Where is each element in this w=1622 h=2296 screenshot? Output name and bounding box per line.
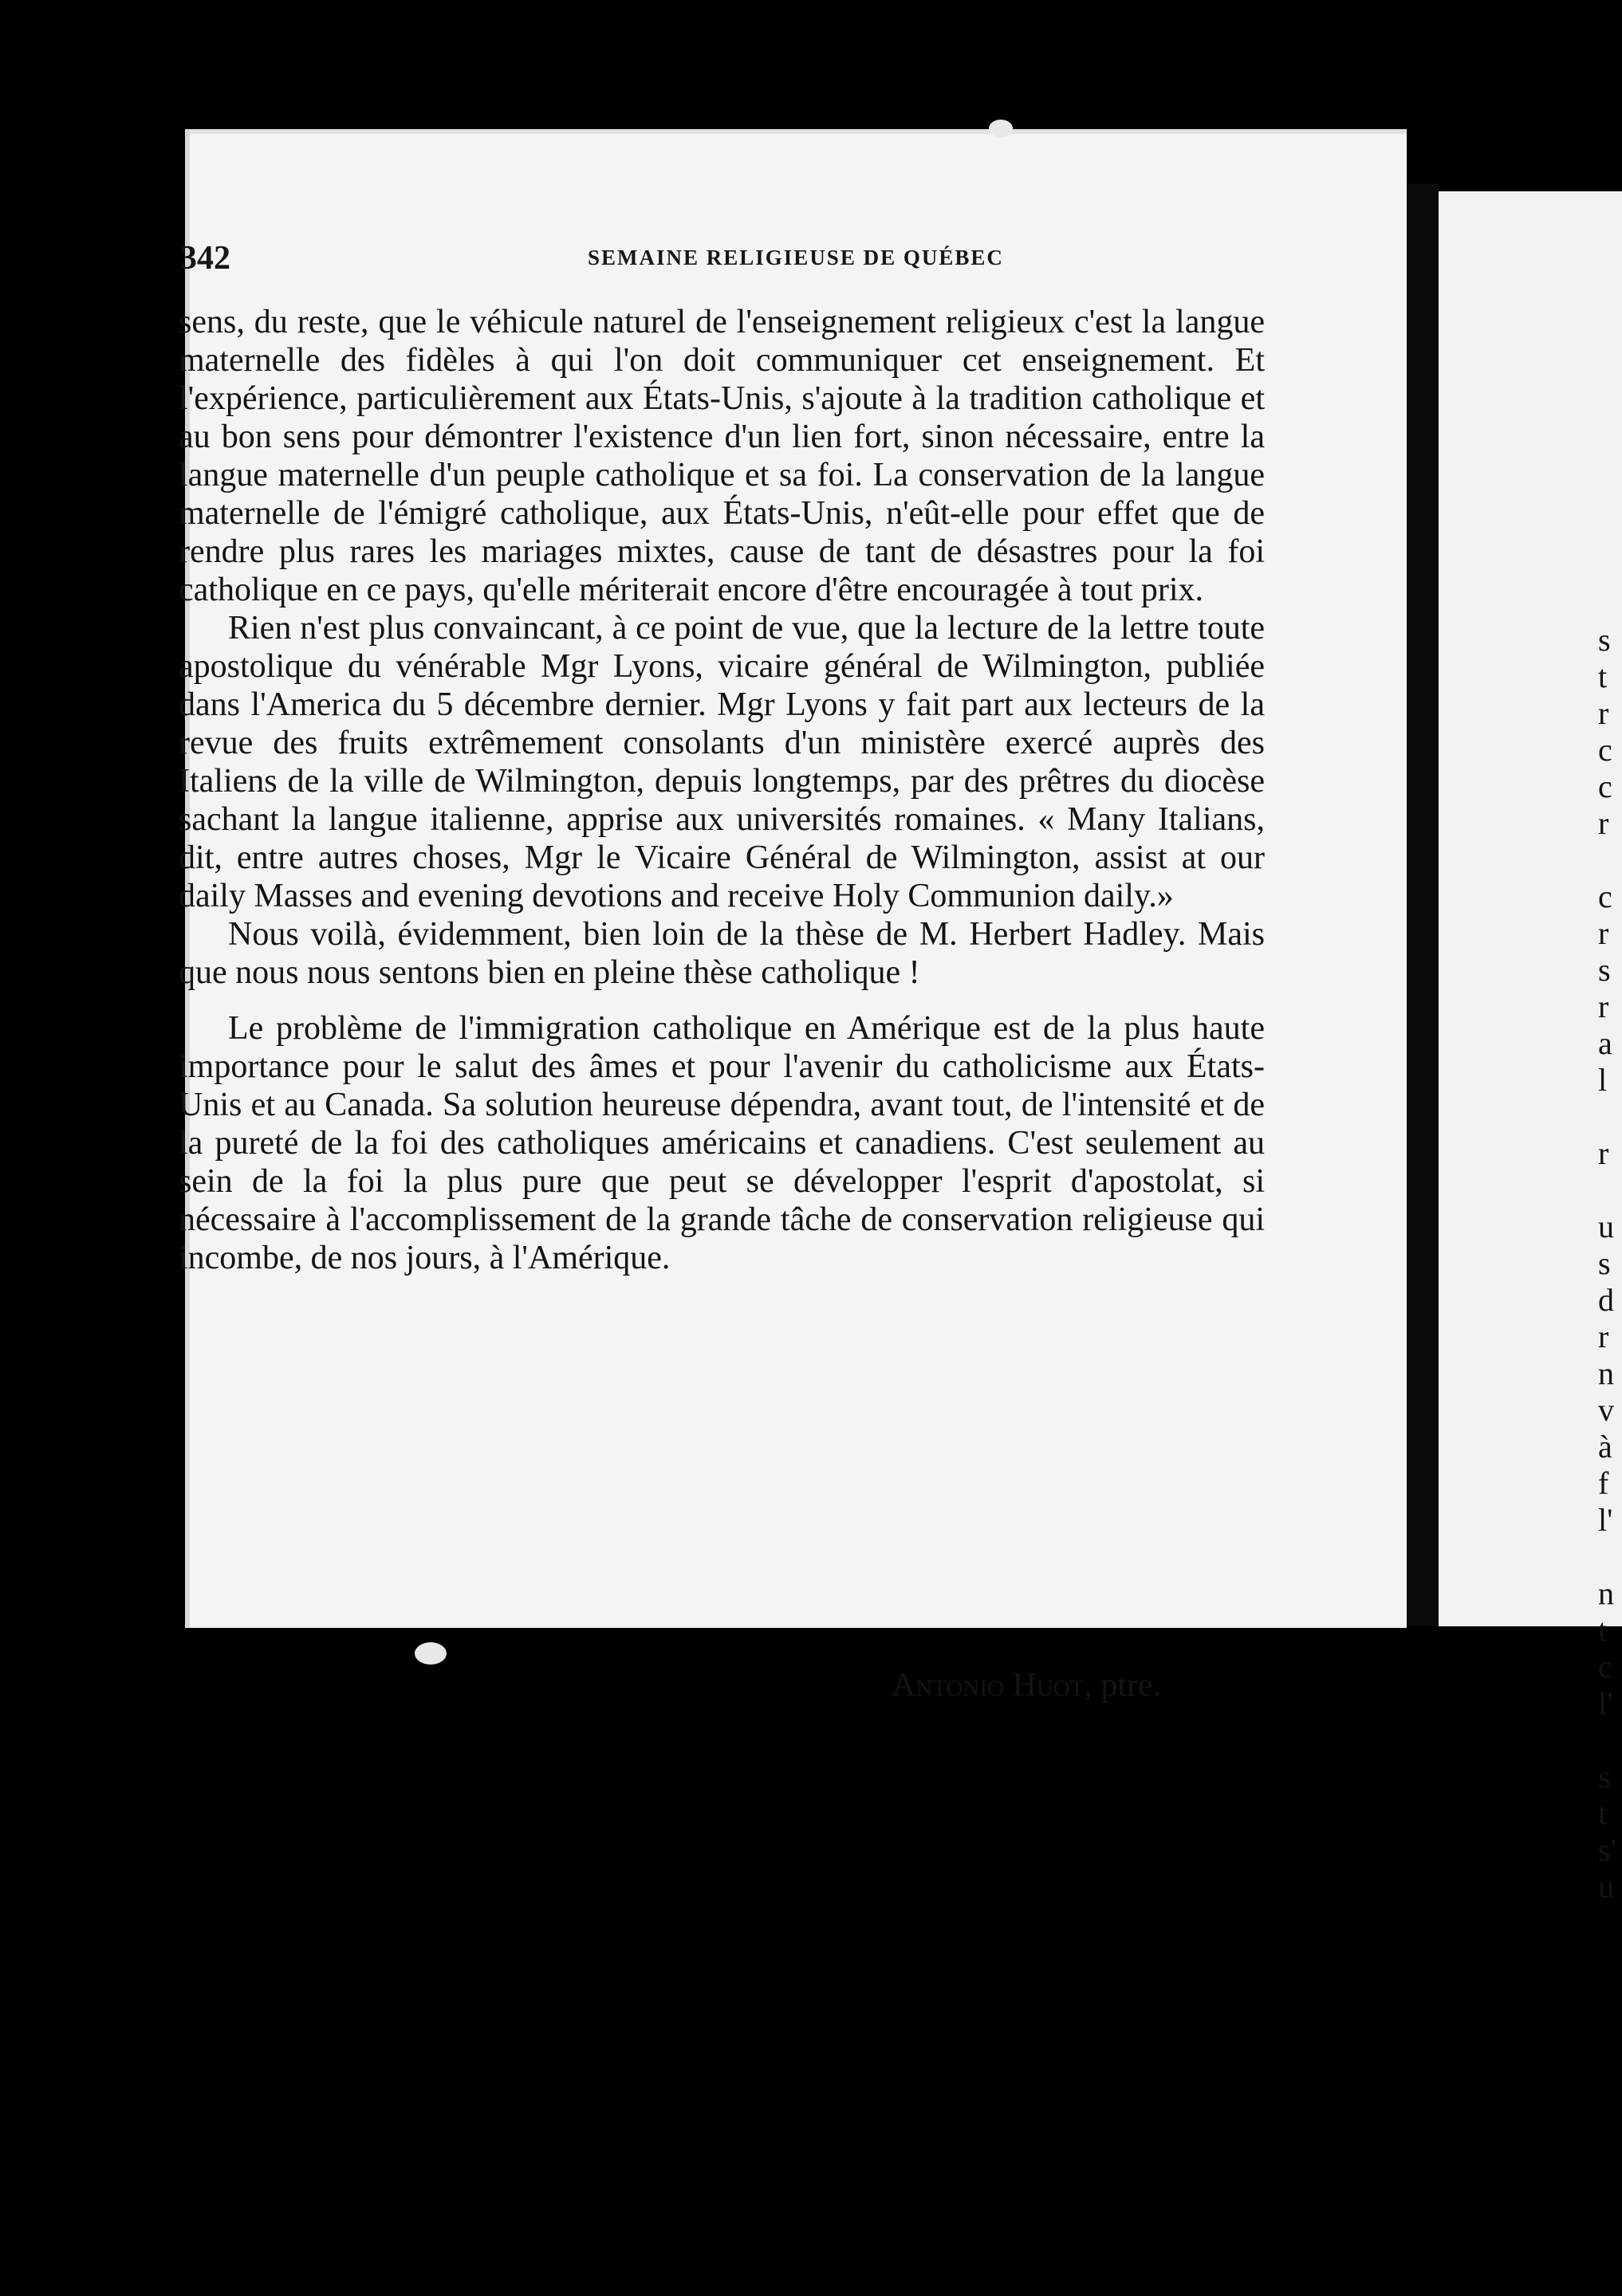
facing-page xyxy=(1439,191,1622,1626)
dust-speck xyxy=(415,1642,447,1665)
page-number: 342 xyxy=(180,240,230,277)
dust-speck xyxy=(989,120,1013,137)
book-gutter xyxy=(1407,183,1439,1626)
author-title: ptre. xyxy=(1092,1667,1162,1704)
author-signature xyxy=(892,1666,1161,1704)
page-header xyxy=(180,239,1265,287)
article-body xyxy=(179,303,1265,1277)
author-name: Antonio Huot, xyxy=(892,1667,1092,1704)
facing-page-edge-text: s t r c c r c r s r a l r u s d r n v à f l' n t c l' s t s' u xyxy=(1598,622,1616,1905)
paragraph: sens, du reste, que le véhicule naturel de l'enseignement religieux c'est la langue maternelle des fidèles à qui l'on doit communiquer cet enseignement. Et l'expérience, particulièrement aux États-Unis, s'ajoute à la tradition catholique et au bon sens pour démontrer l'existence d'un lien fort, sinon nécessaire, entre la langue maternelle d'un peuple catholique et sa foi. La conservation de la langue maternelle de l'émigré catholique, aux États-Unis, n'eût-elle pour effet que de rendre plus rares les mariages mixtes, cause de tant de désastres pour la foi catholique en ce pays, qu'elle mériterait encore d'être encouragée à tout prix. xyxy=(179,304,1265,608)
paragraph: Rien n'est plus convaincant, à ce point de vue, que la lecture de la lettre toute apostolique du vénérable Mgr Lyons, vicaire général de Wilmington, publiée dans l'America du 5 décembre dernier. Mgr Lyons y fait part aux lecteurs de la revue des fruits extrêmement consolants d'un ministère exercé auprès des Italiens de la ville de Wilmington, depuis longtemps, par des prêtres du diocèse sachant la langue italienne, apprise aux universités romaines. « Many Italians, dit, entre autres choses, Mgr le Vicaire Général de Wilmington, assist at our daily Masses and evening devotions and receive Holy Communion daily.» xyxy=(179,610,1265,914)
paragraph: Nous voilà, évidemment, bien loin de la thèse de M. Herbert Hadley. Mais que nous nous sentons bien en pleine thèse catholique ! xyxy=(179,916,1265,991)
paragraph: Le problème de l'immigration catholique en Amérique est de la plus haute importance pour le salut des âmes et pour l'avenir du catholicisme aux États-Unis et au Canada. Sa solution heureuse dépendra, avant tout, de l'intensité et de la pureté de la foi des catholiques américains et canadiens. C'est seulement au sein de la foi la plus pure que peut se développer l'esprit d'apostolat, si nécessaire à l'accomplissement de la grande tâche de conservation religieuse qui incombe, de nos jours, à l'Amérique. xyxy=(179,1010,1265,1276)
running-title: SEMAINE RELIGIEUSE DE QUÉBEC xyxy=(588,246,1004,269)
